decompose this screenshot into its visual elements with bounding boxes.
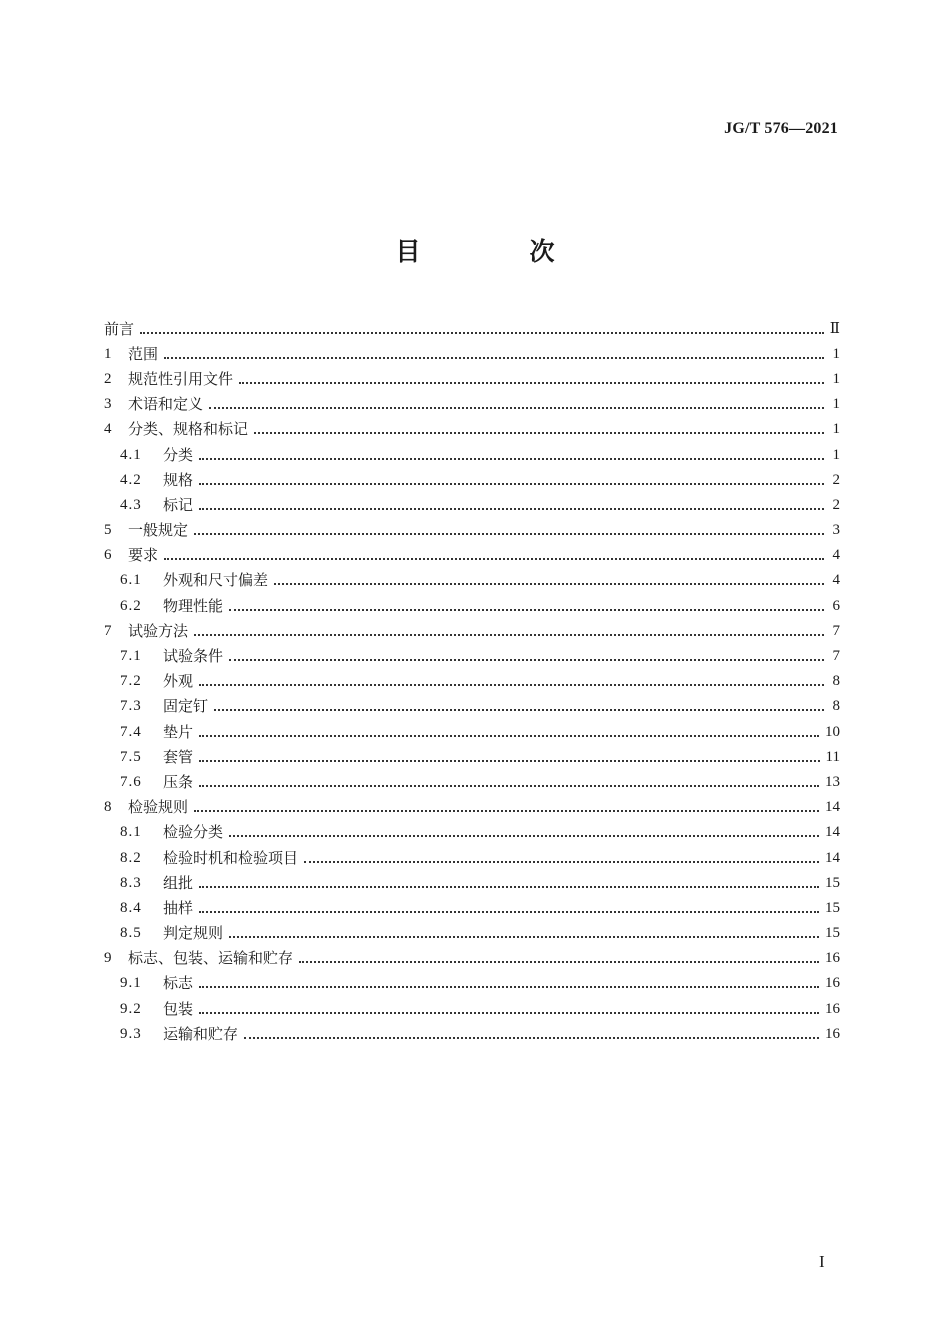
- toc-entry-label: 固定钉: [163, 697, 209, 716]
- toc-entry-page: 1: [832, 421, 840, 438]
- toc-entry-number: 8.5: [120, 925, 142, 942]
- toc-entry-page: 1: [832, 370, 840, 387]
- toc-entry-page: 3: [832, 522, 840, 539]
- toc-entry-page: 16: [825, 950, 840, 967]
- toc-entry[interactable]: [104, 618, 840, 643]
- toc-entry-label: 运输和贮存: [163, 1024, 239, 1043]
- dot-leader: [164, 556, 824, 560]
- toc-entry-number: 7.3: [120, 698, 142, 715]
- toc-entry-page: 10: [825, 723, 840, 740]
- toc-entry-page: 15: [825, 925, 840, 942]
- toc-entry-page: 1: [832, 446, 840, 463]
- toc-entry[interactable]: [104, 769, 840, 794]
- toc-entry[interactable]: [104, 895, 840, 920]
- toc-entry-page: 15: [825, 899, 840, 916]
- toc-entry[interactable]: [104, 870, 840, 895]
- toc-entry-label: 范围: [128, 344, 159, 363]
- toc-entry-label: 压条: [163, 772, 194, 791]
- toc-entry-page: 2: [832, 471, 840, 488]
- page-number: I: [819, 1252, 825, 1271]
- toc-entry-number: 8.4: [120, 899, 142, 916]
- toc-entry-page: 2: [832, 496, 840, 513]
- toc-entry-label: 试验方法: [128, 621, 189, 640]
- toc-entry-label: 前言: [104, 319, 135, 338]
- toc-entry-label: 垫片: [163, 722, 194, 741]
- dot-leader: [299, 959, 819, 963]
- toc-entry-number: 9.1: [120, 975, 142, 992]
- toc-entry-label: 检验规则: [128, 798, 189, 817]
- toc-entry-label: 外观和尺寸偏差: [163, 571, 269, 590]
- toc-entry-label: 标志、包装、运输和贮存: [128, 949, 294, 968]
- toc-entry-label: 检验分类: [163, 823, 224, 842]
- page-title: 目 次: [395, 237, 597, 266]
- toc-entry-page: 14: [825, 849, 840, 866]
- toc-entry-page: 8: [832, 673, 840, 690]
- toc-entry-label: 判定规则: [163, 924, 224, 943]
- toc-entry-label: 外观: [163, 672, 194, 691]
- toc-entry-number: 8: [104, 799, 112, 816]
- toc-entry-number: 7: [104, 622, 112, 639]
- toc-entry-number: 4: [104, 421, 112, 438]
- toc-entry-page: 11: [825, 748, 840, 765]
- toc-entry-label: 分类: [163, 445, 194, 464]
- toc-entry-label: 一般规定: [128, 521, 189, 540]
- toc-entry-number: 8.1: [120, 824, 142, 841]
- dot-leader: [199, 506, 824, 510]
- toc-entry-page: 7: [832, 648, 840, 665]
- toc-entry-number: 7.2: [120, 673, 142, 690]
- toc-entry[interactable]: [104, 518, 840, 543]
- toc-entry-label: 术语和定义: [128, 395, 204, 414]
- toc-entry-page: 16: [825, 1025, 840, 1042]
- toc-entry-label: 标记: [163, 495, 194, 514]
- toc-entry[interactable]: [104, 719, 840, 744]
- toc-entry[interactable]: [104, 694, 840, 719]
- toc-entry-page: Ⅱ: [829, 320, 840, 337]
- toc-entry-page: 8: [832, 698, 840, 715]
- toc-entry-page: 14: [825, 799, 840, 816]
- toc-entry-page: 7: [832, 622, 840, 639]
- toc-entry-page: 4: [832, 572, 840, 589]
- dot-leader: [164, 355, 824, 359]
- toc-entry[interactable]: [104, 593, 840, 618]
- toc-entry[interactable]: [104, 669, 840, 694]
- toc-entry-number: 4.1: [120, 446, 142, 463]
- toc-entry-number: 8.2: [120, 849, 142, 866]
- toc-entry[interactable]: [104, 795, 840, 820]
- toc-entry-page: 1: [832, 396, 840, 413]
- dot-leader: [304, 859, 819, 863]
- dot-leader: [194, 531, 824, 535]
- toc-entry-page: 15: [825, 874, 840, 891]
- toc-entry[interactable]: [104, 568, 840, 593]
- dot-leader: [199, 1010, 819, 1014]
- toc-entry-number: 2: [104, 370, 112, 387]
- toc-entry-label: 检验时机和检验项目: [163, 848, 299, 867]
- dot-leader: [199, 758, 820, 762]
- toc-entry-number: 7.1: [120, 648, 142, 665]
- toc-entry[interactable]: [104, 392, 840, 417]
- dot-leader: [199, 984, 819, 988]
- toc-entry-number: 7.6: [120, 773, 142, 790]
- dot-leader: [199, 884, 819, 888]
- toc-entry[interactable]: [104, 543, 840, 568]
- toc-entry-page: 13: [825, 773, 840, 790]
- dot-leader: [244, 1035, 819, 1039]
- toc-entry[interactable]: [104, 845, 840, 870]
- dot-leader: [254, 430, 824, 434]
- toc-entry-label: 包装: [163, 999, 194, 1018]
- toc-entry[interactable]: [104, 467, 840, 492]
- toc-entry-number: 1: [104, 345, 112, 362]
- toc-entry[interactable]: [104, 996, 840, 1021]
- dot-leader: [229, 657, 824, 661]
- toc-entry-number: 9: [104, 950, 112, 967]
- toc-entry-number: 6: [104, 547, 112, 564]
- toc-entry-label: 规格: [163, 470, 194, 489]
- document-code: JG/T 576—2021: [724, 120, 838, 137]
- toc-entry-number: 4.3: [120, 496, 142, 513]
- toc-entry[interactable]: [104, 643, 840, 668]
- toc-entry-page: 1: [832, 345, 840, 362]
- toc-entry[interactable]: [104, 442, 840, 467]
- toc-entry[interactable]: [104, 946, 840, 971]
- dot-leader: [199, 783, 819, 787]
- dot-leader: [199, 909, 819, 913]
- toc-entry[interactable]: [104, 820, 840, 845]
- toc-entry[interactable]: [104, 971, 840, 996]
- toc-entry[interactable]: [104, 492, 840, 517]
- toc-entry-page: 14: [825, 824, 840, 841]
- toc-entry-number: 8.3: [120, 874, 142, 891]
- toc-entry-number: 9.2: [120, 1000, 142, 1017]
- dot-leader: [199, 456, 824, 460]
- dot-leader: [229, 607, 824, 611]
- toc-entry-label: 物理性能: [163, 596, 224, 615]
- toc-entry[interactable]: [104, 1021, 840, 1046]
- toc-entry-number: 4.2: [120, 471, 142, 488]
- toc-entry-number: 6.1: [120, 572, 142, 589]
- dot-leader: [274, 581, 824, 585]
- toc-entry-number: 3: [104, 396, 112, 413]
- toc-entry-label: 标志: [163, 974, 194, 993]
- dot-leader: [194, 632, 824, 636]
- toc-entry-label: 抽样: [163, 898, 194, 917]
- toc-entry[interactable]: [104, 316, 840, 341]
- dot-leader: [199, 733, 819, 737]
- toc-entry-number: 9.3: [120, 1025, 142, 1042]
- toc-entry-number: 7.4: [120, 723, 142, 740]
- toc-entry-label: 要求: [128, 546, 159, 565]
- toc-entry-number: 6.2: [120, 597, 142, 614]
- toc-entry[interactable]: [104, 366, 840, 391]
- toc-entry-page: 6: [832, 597, 840, 614]
- toc-entry-page: 16: [825, 975, 840, 992]
- dot-leader: [209, 405, 824, 409]
- dot-leader: [229, 934, 819, 938]
- toc-entry-number: 7.5: [120, 748, 142, 765]
- toc-entry[interactable]: [104, 921, 840, 946]
- dot-leader: [239, 380, 824, 384]
- toc-entry-label: 套管: [163, 747, 194, 766]
- dot-leader: [140, 330, 824, 334]
- toc-entry-number: 5: [104, 522, 112, 539]
- toc-entry-label: 规范性引用文件: [128, 369, 234, 388]
- toc-entry-page: 16: [825, 1000, 840, 1017]
- toc-entry-page: 4: [832, 547, 840, 564]
- toc-entry[interactable]: [104, 417, 840, 442]
- dot-leader: [214, 707, 824, 711]
- dot-leader: [199, 682, 824, 686]
- toc-entry[interactable]: [104, 341, 840, 366]
- dot-leader: [229, 833, 819, 837]
- toc-entry-label: 分类、规格和标记: [128, 420, 249, 439]
- dot-leader: [194, 808, 819, 812]
- table-of-contents: [104, 316, 840, 1046]
- toc-entry-label: 试验条件: [163, 647, 224, 666]
- dot-leader: [199, 481, 824, 485]
- toc-entry[interactable]: [104, 744, 840, 769]
- toc-entry-label: 组批: [163, 873, 194, 892]
